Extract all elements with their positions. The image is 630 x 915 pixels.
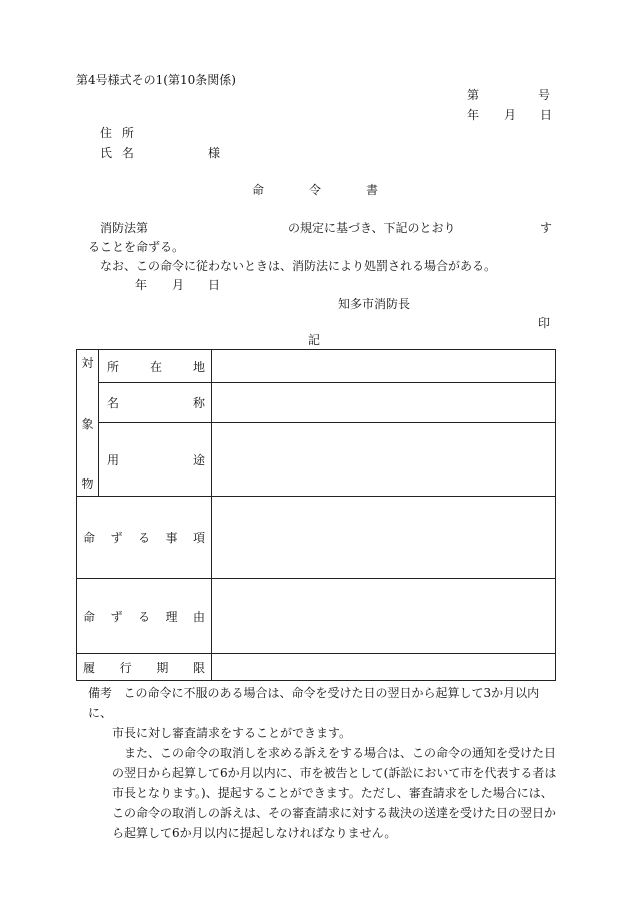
notes-p2-line2: の翌日から起算して6か月以内に、市を被告として(訴訟において市を代表する者は — [112, 766, 557, 780]
reason-char-1: 命 — [83, 609, 96, 624]
order-table — [76, 349, 556, 681]
body-line1-end: す — [540, 221, 553, 235]
body-line1-start: 消防法第 — [100, 221, 149, 235]
body-line3: なお、この命令に従わないときは、消防法により処罰される場合がある。 — [100, 259, 497, 273]
deadline-char-3: 期 — [156, 660, 169, 675]
reason-char-2: ず — [110, 609, 123, 624]
seal-mark: 印 — [538, 316, 551, 330]
notes-p1-line1: この命令に不服のある場合は、命令を受けた日の翌日から起算して3か月以内に、 — [88, 686, 540, 720]
notes-p2-line5: ら起算して6か月以内に提起しなければなりません。 — [112, 826, 397, 840]
deadline-char-1: 履 — [83, 660, 96, 675]
title-char-3: 書 — [366, 183, 379, 197]
issuer: 知多市消防長 — [338, 297, 411, 311]
body-line1-mid: の規定に基づき、下記のとおり — [288, 221, 456, 235]
address-label: 住 所 — [100, 126, 134, 140]
ordered-char-2: ず — [110, 531, 123, 545]
name-label-cell — [99, 383, 212, 423]
name-char-2: 称 — [192, 396, 205, 410]
issue-month: 月 — [172, 278, 185, 292]
ki-heading: 記 — [308, 333, 321, 347]
notes-p2-line3: 市長となります。)、提起することができます。ただし、審査請求をした場合には、 — [112, 786, 553, 800]
ordered-char-3: る — [137, 531, 150, 545]
use-value-cell[interactable] — [212, 423, 556, 497]
deadline-label-cell — [77, 654, 212, 681]
body-line2: ることを命ずる。 — [88, 240, 185, 254]
object-label-cell — [77, 350, 99, 497]
object-char-3: 物 — [81, 477, 94, 491]
title-char-2: 令 — [309, 183, 322, 197]
deadline-value-cell[interactable] — [212, 654, 556, 681]
notes-p2-line1: また、この命令の取消しを求める訴えをする場合は、この命令の通知を受けた日 — [124, 746, 557, 760]
ordered-matter-value-cell[interactable] — [212, 497, 556, 579]
doc-number-dai: 第 — [467, 88, 480, 102]
ordered-char-5: 項 — [192, 531, 205, 545]
reason-char-5: 由 — [192, 609, 205, 624]
ordered-char-4: 事 — [165, 531, 178, 545]
location-char-2: 在 — [149, 359, 162, 374]
notes-p1-line2: 市長に対し審査請求をすることができます。 — [112, 726, 352, 740]
issue-day: 日 — [208, 278, 221, 292]
deadline-char-4: 限 — [192, 660, 205, 675]
use-label-cell — [99, 423, 212, 497]
reason-label-cell — [77, 579, 212, 654]
honorific-sama: 様 — [208, 146, 221, 160]
ordered-matter-label-cell — [77, 497, 212, 579]
location-label-cell — [99, 350, 212, 383]
notes-block — [88, 683, 558, 843]
date-top-year: 年 — [467, 108, 480, 122]
notes-p2-line4: この命令の取消しの訴えは、その審査請求に対する裁決の送達を受けた日の翌日か — [112, 806, 557, 820]
date-top-month: 月 — [504, 108, 517, 122]
doc-number-go: 号 — [538, 88, 551, 102]
form-id: 第4号様式その1(第10条関係) — [76, 73, 236, 87]
notes-heading: 備考 — [88, 686, 113, 700]
location-value-cell[interactable] — [212, 350, 556, 383]
location-char-1: 所 — [107, 359, 120, 374]
reason-char-3: る — [137, 609, 150, 624]
name-label: 氏 名 — [100, 146, 134, 160]
object-char-2: 象 — [81, 416, 94, 431]
ordered-char-1: 命 — [83, 531, 96, 545]
issue-year: 年 — [135, 278, 148, 292]
name-value-cell[interactable] — [212, 383, 556, 423]
location-char-3: 地 — [192, 359, 205, 374]
date-top-day: 日 — [540, 108, 553, 122]
reason-char-4: 理 — [165, 609, 178, 624]
object-char-1: 対 — [81, 356, 94, 370]
title-char-1: 命 — [252, 183, 265, 197]
reason-value-cell[interactable] — [212, 579, 556, 654]
use-char-1: 用 — [107, 453, 120, 467]
use-char-2: 途 — [192, 453, 205, 467]
deadline-char-2: 行 — [119, 660, 132, 675]
name-char-1: 名 — [107, 396, 120, 410]
